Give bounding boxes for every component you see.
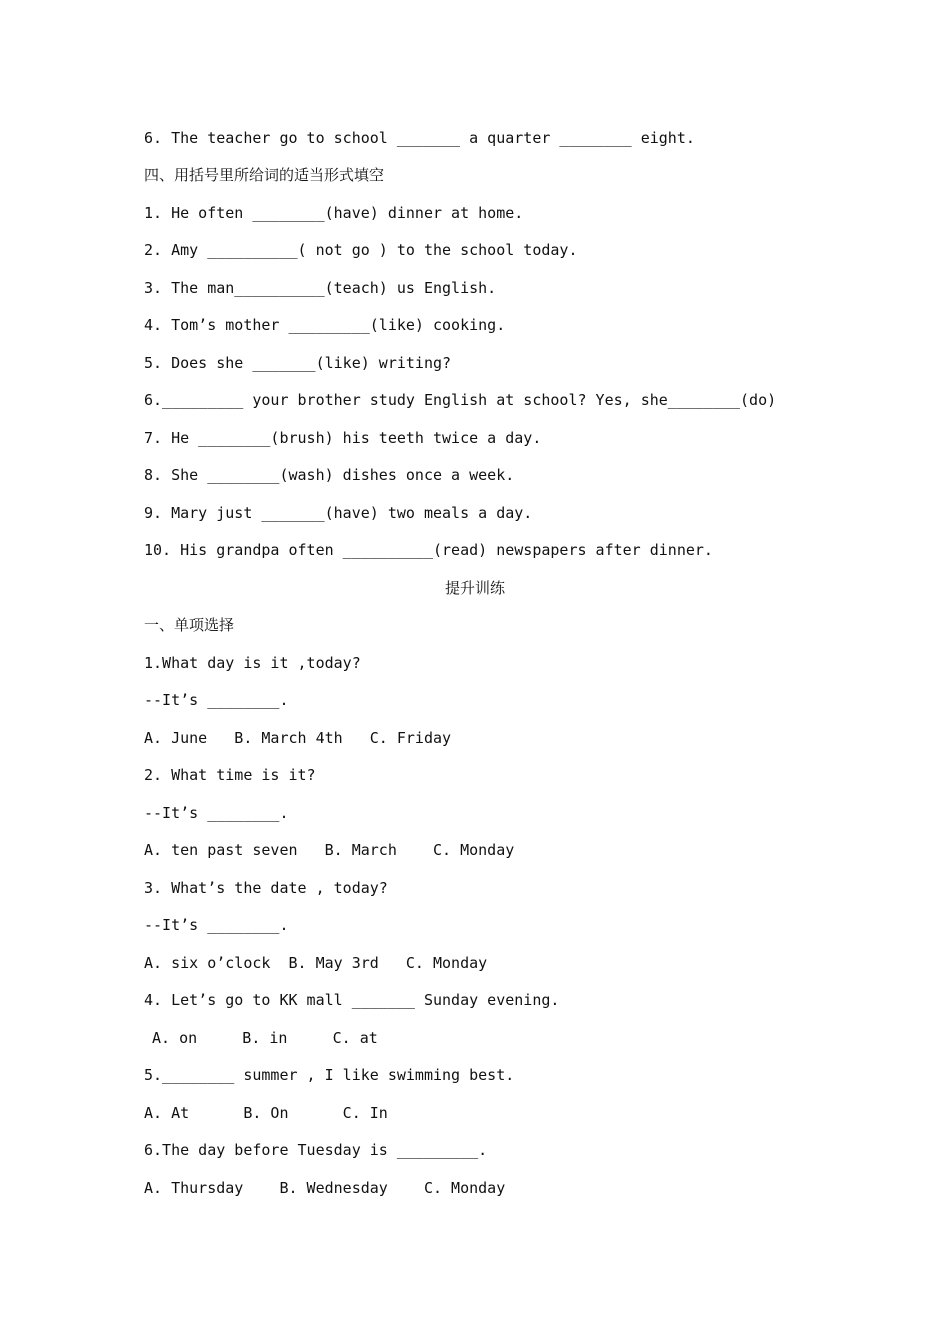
exercise-line: 10. His grandpa often __________(read) newspapers after dinner. <box>144 541 713 559</box>
options-line: A. At B. On C. In <box>144 1104 388 1122</box>
exercise-line: 4. Tom’s mother _________(like) cooking. <box>144 316 506 334</box>
exercise-line: 1. He often ________(have) dinner at home. <box>144 204 524 222</box>
question-line: 1.What day is it ,today? <box>144 654 361 672</box>
answer-line: --It’s ________. <box>144 691 289 709</box>
exercise-line: 3. The man__________(teach) us English. <box>144 279 497 297</box>
question-line: 5.________ summer , I like swimming best. <box>144 1066 515 1084</box>
exercise-line: 6. The teacher go to school _______ a quarter ________ eight. <box>144 129 695 147</box>
exercise-line: 2. Amy __________( not go ) to the school today. <box>144 241 578 259</box>
exercise-line: 8. She ________(wash) dishes once a week. <box>144 466 515 484</box>
options-line: A. on B. in C. at <box>152 1029 378 1047</box>
question-line: 3. What’s the date , today? <box>144 879 388 897</box>
exercise-line: 9. Mary just _______(have) two meals a day. <box>144 504 533 522</box>
question-line: 2. What time is it? <box>144 766 316 784</box>
exercise-line: 6._________ your brother study English at school? Yes, she________(do) <box>144 391 777 409</box>
exercise-line: 5. Does she _______(like) writing? <box>144 354 452 372</box>
options-line: A. Thursday B. Wednesday C. Monday <box>144 1179 506 1197</box>
question-line: 4. Let’s go to KK mall _______ Sunday evening. <box>144 991 560 1009</box>
section-title: 提升训练 <box>444 579 505 597</box>
exercise-line: 7. He ________(brush) his teeth twice a day. <box>144 429 542 447</box>
section-heading: 四、用括号里所给词的适当形式填空 <box>144 166 385 184</box>
question-line: 6.The day before Tuesday is _________. <box>144 1141 488 1159</box>
options-line: A. six o’clock B. May 3rd C. Monday <box>144 954 488 972</box>
options-line: A. June B. March 4th C. Friday <box>144 729 452 747</box>
options-line: A. ten past seven B. March C. Monday <box>144 841 515 859</box>
section-heading: 一、单项选择 <box>144 616 235 634</box>
answer-line: --It’s ________. <box>144 804 289 822</box>
answer-line: --It’s ________. <box>144 916 289 934</box>
